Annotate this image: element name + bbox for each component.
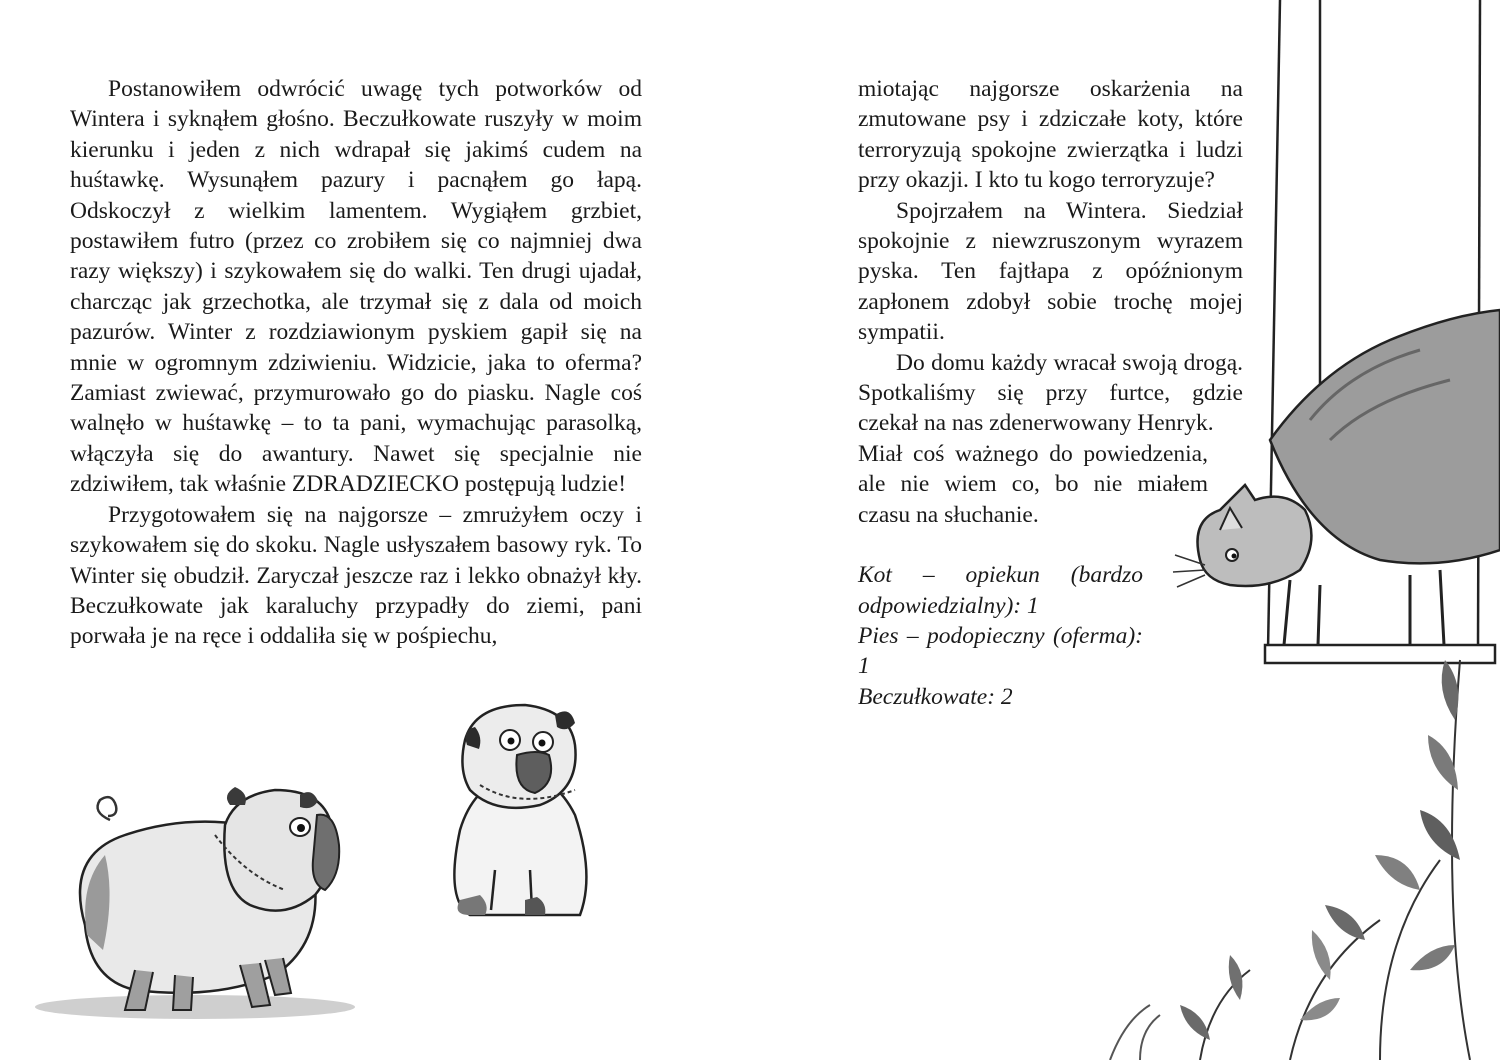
pug-sitting-illustration (425, 700, 595, 930)
score-line: Pies – podopieczny (oferma): 1 (858, 622, 1143, 680)
score-line: Beczułkowate: 2 (858, 683, 1013, 710)
pug-walking-illustration (25, 785, 365, 1030)
paragraph: Przygotowałem się na najgorsze – zmrużyłem oczy i szykowałem się do skoku. Nagle usłyszałem basowy ryk. To Winter się obudził. Zaryczał jeszcze raz i lekko obnażył kły. Beczułkowate jak karaluchy przypadły do ziemi, pani porwała je na ręce i oddaliła się w pośpiechu, (70, 501, 642, 650)
paragraph: Spojrzałem na Wintera. Siedział spokojnie z niewzruszonym wyrazem pyska. Ten fajtłapa z opóźnionym zapłonem zdobył sobie trochę mojej sympatii. (858, 197, 1243, 346)
left-page-text (70, 74, 642, 652)
paragraph: miotając najgorsze oskarżenia na zmutowane psy i zdziczałe koty, które terroryzują spokojne zwierzątka i ludzi przy okazji. I kto tu kogo terroryzuje? (858, 76, 1243, 194)
cat-on-swing-illustration (1160, 0, 1500, 700)
paragraph: Postanowiłem odwrócić uwagę tych potworków od Wintera i syknąłem głośno. Beczułkowate ruszyły w moim kierunku i jeden z nich wdrapał się jakimś cudem na huśtawkę. Wysunąłem pazury i pacnąłem go łapą. Odskoczył z wielkim lamentem. Wygiąłem grzbiet, postawiłem futro (przez co zrobiłem się co najmniej dwa razy większy) i szykowałem się do walki. Ten drugi ujadał, charcząc jak grzechotka, ale trzymał się z dala od moich pazurów. Winter z rozdziawionym pyskiem gapił się na mnie w ogromnym zdziwieniu. Widzicie, jaka to oferma? Zamiast zwiewać, przymurowało go do piasku. Nagle coś walnęło w huśtawkę – to ta pani, wymachując parasolką, włączyła się do awantury. Nawet się specjalnie nie zdziwiłem, tak właśnie ZDRADZIECKO postępują ludzie! (70, 76, 642, 498)
paragraph: Miał coś ważnego do powiedzenia, ale nie wiem co, bo nie miałem czasu na słuchanie. (858, 440, 1208, 528)
plants-illustration (1080, 640, 1500, 1060)
paragraph: Do domu każdy wracał swoją drogą. Spotkaliśmy się przy furtce, gdzie czekał na nas zdenerwowany Henryk. (858, 349, 1243, 437)
score-line: Kot – opiekun (bardzo odpowiedzialny): 1 (858, 562, 1143, 619)
